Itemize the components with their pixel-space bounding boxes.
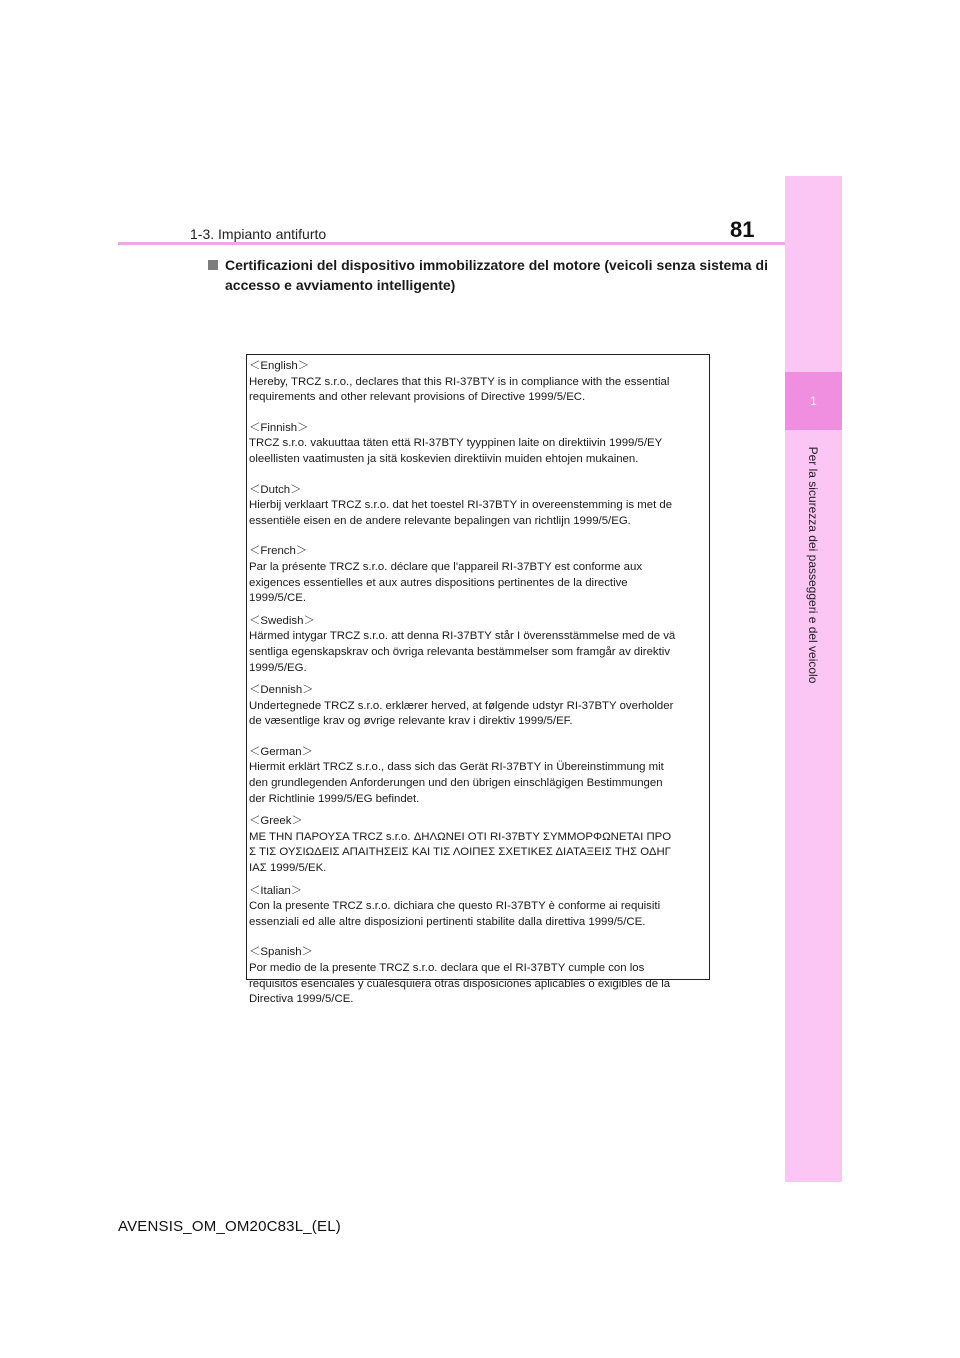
heading-text: Certificazioni del dispositivo immobilizzatore del motore (veicoli senza sistema di accesso e avviamento intelligente) [225,257,768,293]
declaration-block [249,483,709,530]
declaration-block [249,945,709,1007]
page-number: 81 [730,217,755,242]
declaration-line: Hierbij verklaart TRCZ s.r.o. dat het toestel RI-37BTY in overeenstemming is met de [249,499,673,512]
declaration-language: ＜Dennish＞ [249,684,314,697]
declaration-line: requirements and other relevant provisions of Directive 1999/5/EC. [249,391,586,404]
declaration-language: ＜Dutch＞ [249,483,302,496]
declaration-block [249,745,709,807]
declaration-line: TRCZ s.r.o. vakuuttaa täten että RI-37BTY tyyppinen laite on direktiivin 1999/5/EY [249,437,663,450]
declaration-block [249,814,709,876]
declaration-language: ＜Greek＞ [249,815,303,828]
declaration-line: de væsentlige krav og øvrige relevante krav i direktiv 1999/5/EF. [249,715,573,728]
declaration-line: sentliga egenskapskrav och övriga relevanta bestämmelser som framgår av direktiv [249,645,671,658]
declaration-line: den grundlegenden Anforderungen und den übrigen einschlägigen Bestimmungen [249,777,663,790]
declaration-line: 1999/5/CE. [249,592,306,605]
declaration-language: ＜Italian＞ [249,884,303,897]
declaration-block [249,421,709,468]
declaration-block [249,884,709,931]
declaration-language: ＜Spanish＞ [249,946,313,959]
declaration-language: ＜English＞ [249,360,310,372]
declaration-line: ΙΑΣ 1999/5/ΕΚ. [249,862,327,875]
declaration-block [249,683,709,730]
declaration-language: ＜Swedish＞ [249,614,315,627]
chapter-tab[interactable] [785,372,842,430]
declaration-block [249,359,709,406]
declaration-block [249,614,709,676]
declaration-line: Con la presente TRCZ s.r.o. dichiara che questo RI-37BTY è conforme ai requisiti [249,900,661,913]
declaration-line: essentiële eisen en de andere relevante bepalingen van richtlijn 1999/5/EG. [249,514,631,527]
declaration-line: 1999/5/EG. [249,661,307,674]
declaration-line: Par la présente TRCZ s.r.o. déclare que l'appareil RI-37BTY est conforme aux [249,560,643,573]
declaration-line: Σ ΤΙΣ ΟΥΣΙΩΔΕΙΣ ΑΠΑΙΤΗΣΕΙΣ ΚΑΙ ΤΙΣ ΛΟΙΠΕΣ ΣΧΕΤΙΚΕΣ ΔΙΑΤΑΞΕΙΣ ΤΗΣ ΟΔΗΓ [249,846,671,859]
section-title: 1-3. Impianto antifurto [190,226,327,242]
declaration-line: essenziali ed alle altre disposizioni pertinenti stabilite dalla direttiva 1999/5/CE. [249,915,646,928]
chapter-number: 1 [810,394,817,408]
declarations-box [246,354,710,1006]
declaration-line: der Richtlinie 1999/5/EG befindet. [249,792,420,805]
chapter-title: Per la sicurezza dei passeggeri e del veicolo [806,446,820,684]
declaration-line: exigences essentielles et aux autres dispositions pertinentes de la directive [249,576,628,589]
declaration-line: Härmed intygar TRCZ s.r.o. att denna RI-37BTY står I överensstämmelse med de vä [249,630,676,643]
square-bullet-icon [208,260,218,270]
declaration-language: ＜Finnish＞ [249,421,309,434]
declaration-line: requisitos esenciales y cualesquiera otras disposiciones aplicables o exigibles de la [249,977,671,990]
declaration-line: oleellisten vaatimusten ja sitä koskevien direktiivin muiden ehtojen mukainen. [249,452,639,465]
declaration-language: ＜German＞ [249,745,313,758]
document-code: AVENSIS_OM_OM20C83L_(EL) [118,1218,341,1235]
declaration-language: ＜French＞ [249,545,308,558]
declaration-line: Hiermit erklärt TRCZ s.r.o., dass sich das Gerät RI-37BTY in Übereinstimmung mit [249,761,664,774]
declaration-line: Por medio de la presente TRCZ s.r.o. declara que el RI-37BTY cumple con los [249,962,645,974]
declaration-line: Directiva 1999/5/CE. [249,993,354,1006]
declaration-line: Undertegnede TRCZ s.r.o. erklærer herved, at følgende udstyr RI-37BTY overholder [249,699,674,712]
declaration-block [249,544,709,606]
declaration-line: ΜΕ ΤΗΝ ΠΑΡΟΥΣΑ TRCZ s.r.o. ΔΗΛΩΝΕΙ ΟΤΙ RI-37BTY ΣΥΜΜΟΡΦΩΝΕΤΑΙ ΠΡΟ [249,830,672,843]
header-rule [118,242,785,245]
section-heading [208,255,768,295]
declaration-line: Hereby, TRCZ s.r.o., declares that this RI-37BTY is in compliance with the essential [249,375,670,388]
